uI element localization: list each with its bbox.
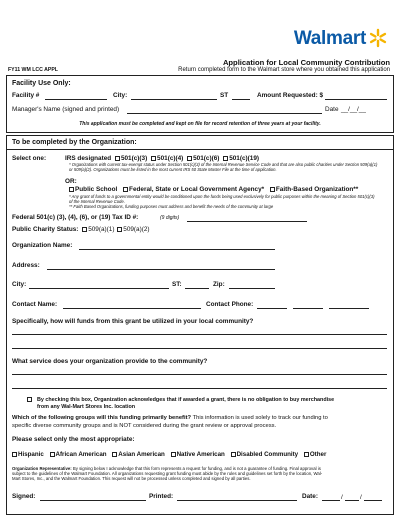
org-st-field[interactable] xyxy=(185,288,209,289)
irs-option: 501(c)(3) xyxy=(120,155,148,162)
sign-date-label: Date: xyxy=(302,493,318,500)
tax-id-hint: (9 digits) xyxy=(160,215,180,221)
manager-field[interactable] xyxy=(127,113,322,114)
org-st-label: ST: xyxy=(172,281,182,288)
group-label: Hispanic xyxy=(18,451,44,458)
irs-501c3-checkbox[interactable] xyxy=(115,156,120,161)
group-label: Asian American xyxy=(118,451,165,458)
amount-field[interactable] xyxy=(325,99,387,100)
address-label: Address: xyxy=(12,262,40,269)
application-form xyxy=(6,6,394,512)
charity-row xyxy=(12,226,150,233)
brand-name: Walmart xyxy=(293,28,366,49)
charity-option: 509(a)(1) xyxy=(88,226,115,233)
facility-heading: Facility Use Only: xyxy=(12,80,71,87)
facility-st-label: ST xyxy=(220,92,229,99)
org-name-label: Organization Name: xyxy=(12,242,73,249)
amount-label: Amount Requested: $ xyxy=(257,92,324,99)
service-answer-line-2[interactable] xyxy=(12,388,387,389)
irs-501c6-checkbox[interactable] xyxy=(187,156,192,161)
address-field[interactable] xyxy=(47,269,275,270)
government-agency-checkbox[interactable] xyxy=(123,187,128,192)
sign-date-year[interactable] xyxy=(364,500,382,501)
printed-label: Printed: xyxy=(149,493,174,500)
facility-number-field[interactable] xyxy=(45,99,107,100)
other-checkbox[interactable] xyxy=(304,452,309,457)
printed-field[interactable] xyxy=(177,500,297,501)
group-label: Disabled Community xyxy=(236,451,299,458)
irs-option: 501(c)(4) xyxy=(157,155,184,162)
irs-note: * Organizations with current tax-exempt status under Section 501(c)(3) of the Internal Revenue Service Code and that are also public charities under Section 509(a)(1) or 509(a)(2). Organizations must be listed in the most current IRS 50 State Master File at the time of application. xyxy=(69,162,378,172)
org-city-label: City: xyxy=(12,281,27,288)
groups-question-2: specific diverse community groups and is NOT considered during the grant review or approval process. xyxy=(12,423,277,429)
rep-text-2: subject to the guidelines of the Walmart Foundation. All organizations requesting grant funding must abide by the rules and guidelines set forth by the location, Wal- xyxy=(12,471,323,476)
rep-text: By signing below I acknowledge that this form represents a request for funding, and is not a guarantee of funding. Final approval is xyxy=(72,466,321,471)
spark-icon xyxy=(368,28,388,48)
select-one-label: Select one: xyxy=(12,155,47,162)
facility-section xyxy=(6,75,394,133)
facility-date-field[interactable]: __/__/__ xyxy=(341,106,366,113)
org-name-field[interactable] xyxy=(79,249,275,250)
facility-city-label: City: xyxy=(113,92,128,99)
irs-501c19-checkbox[interactable] xyxy=(223,156,228,161)
charity-509a1-checkbox[interactable] xyxy=(82,227,87,232)
contact-phone-label: Contact Phone: xyxy=(206,301,254,308)
public-school-checkbox[interactable] xyxy=(69,187,74,192)
facility-number-label: Facility # xyxy=(12,92,40,99)
funds-answer-line-1[interactable] xyxy=(12,334,387,335)
org-heading: To be completed by the Organization: xyxy=(12,139,137,146)
irs-label: IRS designated xyxy=(65,155,112,162)
contact-name-field[interactable] xyxy=(63,308,201,309)
service-answer-line-1[interactable] xyxy=(12,374,387,375)
faith-based-checkbox[interactable] xyxy=(270,187,275,192)
faith-note: ** Faith Based Organizations, funding purposes must address and benefit the needs of the community at large xyxy=(69,204,274,209)
group-label: Native American xyxy=(176,451,225,458)
option-label: Public School xyxy=(75,186,118,193)
group-label: Other xyxy=(309,451,327,458)
form-title: Application for Local Community Contribution xyxy=(222,58,390,67)
or-label: OR: xyxy=(65,178,77,185)
asian-american-checkbox[interactable] xyxy=(112,452,117,457)
phone-prefix-field[interactable] xyxy=(293,308,323,309)
signed-label: Signed: xyxy=(12,493,36,500)
select-appropriate-label: Please select only the most appropriate: xyxy=(12,436,135,443)
tax-id-label: Federal 501(c) (3), (4), (6), or (19) Tax ID #: xyxy=(12,214,139,221)
charity-509a2-checkbox[interactable] xyxy=(117,227,122,232)
hispanic-checkbox[interactable] xyxy=(12,452,17,457)
phone-area-field[interactable] xyxy=(257,308,287,309)
facility-st-field[interactable] xyxy=(232,99,250,100)
irs-option: 501(c)(6) xyxy=(193,155,220,162)
charity-label: Public Charity Status: xyxy=(12,226,79,233)
funds-question: Specifically, how will funds from this grant be utilized in your local community? xyxy=(12,318,254,325)
african-american-checkbox[interactable] xyxy=(50,452,55,457)
sign-date-day[interactable] xyxy=(345,500,359,501)
zip-label: Zip: xyxy=(213,281,225,288)
acknowledge-text-1: By checking this box, Organization acknowledges that if awarded a grant, there is no obligation to buy merchandise xyxy=(37,397,335,403)
acknowledge-text-2: from any Wal-Mart Stores Inc. location xyxy=(37,404,136,410)
group-label: African American xyxy=(55,451,107,458)
facility-city-field[interactable] xyxy=(131,99,217,100)
groups-question-rest: This information is used solely to track our funding to xyxy=(191,415,328,421)
groups-question-bold: Which of the following groups will this funding primarily benefit? xyxy=(12,415,192,421)
irs-501c4-checkbox[interactable] xyxy=(151,156,156,161)
sign-date-month[interactable] xyxy=(322,500,340,501)
disabled-community-checkbox[interactable] xyxy=(231,452,236,457)
other-options-row xyxy=(69,186,358,193)
zip-field[interactable] xyxy=(229,288,275,289)
facility-date-label: Date xyxy=(325,106,339,113)
tax-id-field[interactable] xyxy=(187,221,307,222)
signed-field[interactable] xyxy=(40,500,146,501)
service-question: What service does your organization provide to the community? xyxy=(12,358,208,365)
funds-answer-line-2[interactable] xyxy=(12,348,387,349)
divider xyxy=(7,149,393,150)
form-subtitle: Return completed form to the Walmart store where you obtained this application xyxy=(178,67,390,73)
logo xyxy=(6,28,394,50)
retention-note: This application must be completed and kept on file for record retention of three years at your facility. xyxy=(79,121,321,127)
date-slash: / xyxy=(360,494,362,501)
irs-row xyxy=(65,155,259,162)
government-note: * Any grant of funds to a governmental entity would be conditioned upon the funds being used exclusively for public purposes within the meaning of Section 501(c)(3) of the Internal Revenue Code. xyxy=(69,194,375,204)
rep-text-3: Mart Stores, Inc., and the Walmart Foundation. This request will not be processed unless completed and signed by all parties. xyxy=(12,476,251,481)
irs-option: 501(c)(19) xyxy=(229,155,260,162)
acknowledge-checkbox[interactable] xyxy=(27,397,32,402)
rep-label: Organization Representative: xyxy=(12,466,72,471)
option-label: Federal, State or Local Government Agency* xyxy=(129,186,265,193)
phone-line-field[interactable] xyxy=(329,308,369,309)
form-code: FY11 WM LCC APPL xyxy=(8,67,58,73)
org-city-field[interactable] xyxy=(29,288,169,289)
charity-option: 509(a)(2) xyxy=(123,226,150,233)
option-label: Faith-Based Organization** xyxy=(275,186,359,193)
groups-question-1 xyxy=(12,415,328,421)
contact-name-label: Contact Name: xyxy=(12,301,58,308)
native-american-checkbox[interactable] xyxy=(171,452,176,457)
groups-row xyxy=(12,451,326,458)
organization-section xyxy=(6,135,394,515)
date-slash: / xyxy=(341,494,343,501)
manager-label: Manager's Name (signed and printed) xyxy=(12,106,120,113)
